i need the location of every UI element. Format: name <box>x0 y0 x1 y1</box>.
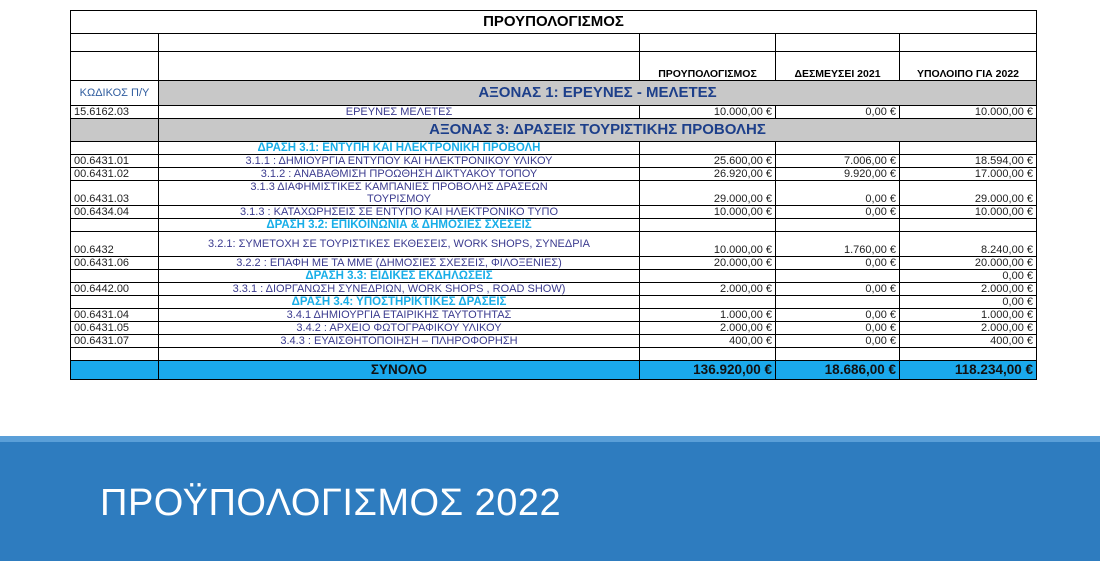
total-committed: 18.686,00 € <box>776 361 900 380</box>
header-commitments: ΔΕΣΜΕΥΣΕΙ 2021 <box>776 52 900 81</box>
table-title: ΠΡΟΥΠΟΛΟΓΙΣΜΟΣ <box>71 11 1037 34</box>
empty-row <box>71 34 1037 52</box>
table-row: 00.6431.06 3.2.2 : ΕΠΑΦΗ ΜΕ ΤΑ ΜΜΕ (ΔΗΜΟΣΙΕΣ ΣΧΕΣΕΙΣ, ΦΙΛΟΞΕΝΙΕΣ) 20.000,00 € 0,00 € 20.000,00 € <box>71 257 1037 270</box>
table-row: 00.6434.04 3.1.3 : ΚΑΤΑΧΩΡΗΣΕΙΣ ΣΕ ΕΝΤΥΠΟ ΚΑΙ ΗΛΕΚΤΡΟΝΙΚΟ ΤΥΠΟ 10.000,00 € 0,00 € 10.000,00 € <box>71 206 1037 219</box>
total-budget: 136.920,00 € <box>640 361 776 380</box>
action32-label: ΔΡΑΣΗ 3.2: ΕΠΙΚΟΙΝΩΝΙΑ & ΔΗΜΟΣΙΕΣ ΣΧΕΣΕΙΣ <box>159 219 640 232</box>
axis1-label: ΑΞΟΝΑΣ 1: ΕΡΕΥΝΕΣ - ΜΕΛΕΤΕΣ <box>159 81 1037 106</box>
banner-accent-strip <box>0 436 1100 442</box>
table-row: 00.6431.01 3.1.1 : ΔΗΜΙΟΥΡΓΙΑ ΕΝΤΥΠΟΥ ΚΑΙ ΗΛΕΚΤΡΟΝΙΚΟΥ ΥΛΙΚΟΥ 25.600,00 € 7.006,00 € 18.594,00 € <box>71 155 1037 168</box>
budget-table <box>70 10 1037 380</box>
table-row: 00.6431.07 3.4.3 : ΕΥΑΙΣΘΗΤΟΠΟΙΗΣΗ – ΠΛΗΡΟΦΟΡΗΣΗ 400,00 € 0,00 € 400,00 € <box>71 335 1037 348</box>
total-label: ΣΥΝΟΛΟ <box>159 361 640 380</box>
axis1-row <box>71 81 1037 106</box>
slide-title: ΠΡΟΫΠΟΛΟΓΙΣΜΟΣ 2022 <box>100 482 562 524</box>
title-row <box>71 11 1037 34</box>
table-row: 00.6431.03 3.1.3 ΔΙΑΦΗΜΙΣΤΙΚΕΣ ΚΑΜΠΑΝΙΕΣ ΠΡΟΒΟΛΗΣ ΔΡΑΣΕΩΝ ΤΟΥΡΙΣΜΟΥ 29.000,00 € 0,00 € 29.000,00 € <box>71 181 1037 206</box>
table-row: 15.6162.03 ΕΡΕΥΝΕΣ ΜΕΛΕΤΕΣ 10.000,00 € 0,00 € 10.000,00 € <box>71 106 1037 119</box>
header-row <box>71 52 1037 81</box>
table-row: 00.6431.05 3.4.2 : ΑΡΧΕΙΟ ΦΩΤΟΓΡΑΦΙΚΟΥ ΥΛΙΚΟΥ 2.000,00 € 0,00 € 2.000,00 € <box>71 322 1037 335</box>
empty-row <box>71 348 1037 361</box>
table-row: 00.6432 3.2.1: ΣΥΜΕΤΟΧΗ ΣΕ ΤΟΥΡΙΣΤΙΚΕΣ ΕΚΘΕΣΕΙΣ, WORK SHOPS, ΣΥΝΕΔΡΙΑ 10.000,00 € 1.760,00 € 8.240,00 € <box>71 232 1037 257</box>
total-remaining: 118.234,00 € <box>900 361 1037 380</box>
axis3-row <box>71 119 1037 142</box>
table-row: 00.6442.00 3.3.1 : ΔΙΟΡΓΑΝΩΣΗ ΣΥΝΕΔΡΙΩΝ, WORK SHOPS , ROAD SHOW) 2.000,00 € 0,00 € 2.000,00 € <box>71 283 1037 296</box>
header-budget: ΠΡΟΥΠΟΛΟΓΙΣΜΟΣ <box>640 52 776 81</box>
action33-label: ΔΡΑΣΗ 3.3: ΕΙΔΙΚΕΣ ΕΚΔΗΛΩΣΕΙΣ <box>159 270 640 283</box>
action34-label: ΔΡΑΣΗ 3.4: ΥΠΟΣΤΗΡΙΚΤΙΚΕΣ ΔΡΑΣΕΙΣ <box>159 296 640 309</box>
total-row <box>71 361 1037 380</box>
action31-label: ΔΡΑΣΗ 3.1: ΕΝΤΥΠΗ ΚΑΙ ΗΛΕΚΤΡΟΝΙΚΗ ΠΡΟΒΟΛΗ <box>159 142 640 155</box>
action31-row <box>71 142 1037 155</box>
table-row: 00.6431.04 3.4.1 ΔΗΜΙΟΥΡΓΙΑ ΕΤΑΙΡΙΚΗΣ ΤΑΥΤΟΤΗΤΑΣ 1.000,00 € 0,00 € 1.000,00 € <box>71 309 1037 322</box>
table-row: 00.6431.02 3.1.2 : ΑΝΑΒΑΘΜΙΣΗ ΠΡΟΩΘΗΣΗ ΔΙΚΤΥΑΚΟΥ ΤΟΠΟΥ 26.920,00 € 9.920,00 € 17.000,00 € <box>71 168 1037 181</box>
action34-row: ΔΡΑΣΗ 3.4: ΥΠΟΣΤΗΡΙΚΤΙΚΕΣ ΔΡΑΣΕΙΣ 0,00 € <box>71 296 1037 309</box>
header-code: ΚΩΔΙΚΟΣ Π/Υ <box>71 81 159 106</box>
action33-row: ΔΡΑΣΗ 3.3: ΕΙΔΙΚΕΣ ΕΚΔΗΛΩΣΕΙΣ 0,00 € <box>71 270 1037 283</box>
action32-row <box>71 219 1037 232</box>
axis3-label: ΑΞΟΝΑΣ 3: ΔΡΑΣΕΙΣ ΤΟΥΡΙΣΤΙΚΗΣ ΠΡΟΒΟΛΗΣ <box>159 119 1037 142</box>
header-remainder: ΥΠΟΛΟΙΠΟ ΓΙΑ 2022 <box>900 52 1037 81</box>
